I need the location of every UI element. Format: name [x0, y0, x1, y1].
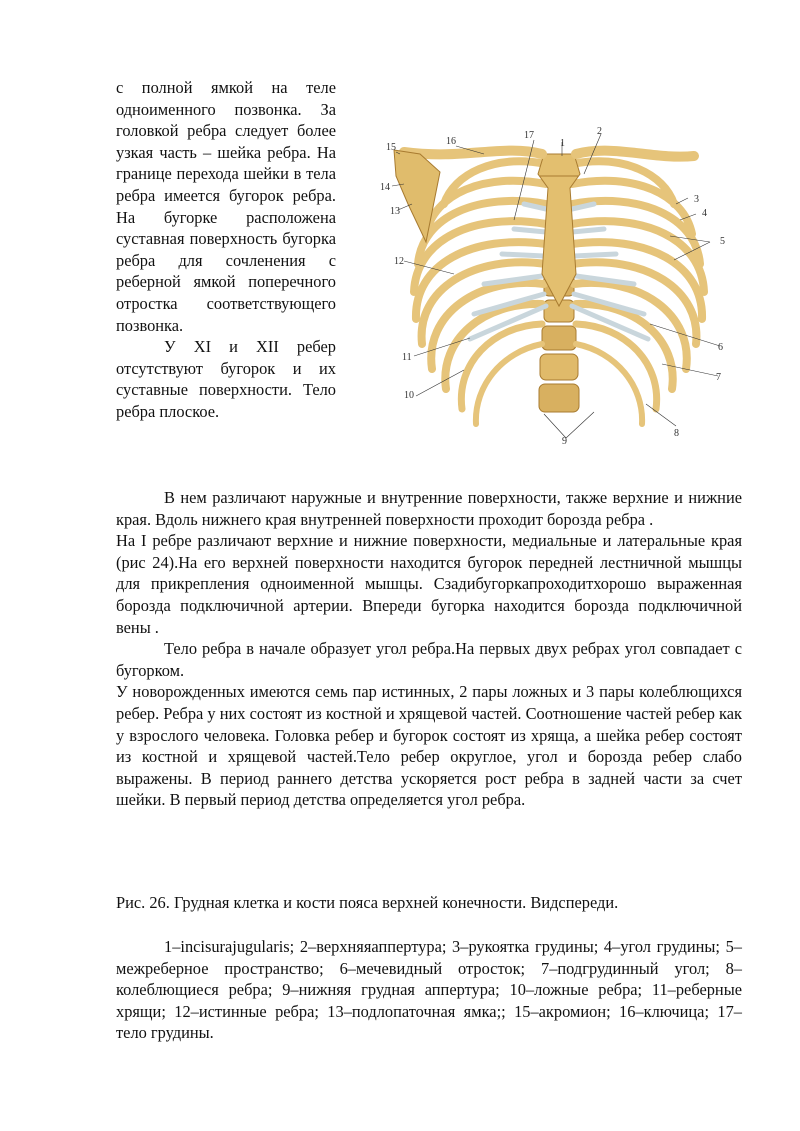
figure-label-5: 5 [720, 236, 725, 247]
figure-label-15: 15 [386, 142, 396, 153]
ribs-right [572, 161, 704, 424]
figure-legend: 1–incisurajugularis; 2–верхняяаппертура; 3–рукоятка грудины; 4–угол грудины; 5–межреберное пространство; 6–мечевидный отросток; 7–подгрудинный угол; 8– колеблющиеся ребра; 9–нижняя грудная аппертура; 10–ложные ребра; 11–реберные хрящи; 12–истинные ребра; 13–подлопаточная ямка;; 15–акромион; 16–ключица; 17–тело грудины. [116, 937, 742, 1043]
figure-label-8: 8 [674, 428, 679, 439]
figure-label-17: 17 [524, 130, 534, 141]
figure-label-12: 12 [394, 256, 404, 267]
left-paragraph-1: с полной ямкой на теле одноименного позвонка. За головкой ребра следует более узкая часть – шейка ребра. На границе перехода шейки в тела ребра имеется бугорок ребра. На бугорке расположена суставная поверхность бугорка ребра для сочленения с реберной ямкой поперечного отростка соответствующего позвонка. [116, 78, 336, 335]
figure-label-2: 2 [597, 126, 602, 137]
figure-label-6: 6 [718, 342, 723, 353]
figure-label-10: 10 [404, 390, 414, 401]
left-text-column [116, 77, 336, 423]
rib-cage-illustration [374, 124, 744, 444]
body-paragraph-3: Тело ребра в начале образует угол ребра.На первых двух ребрах угол совпадает с бугорком. [116, 639, 742, 680]
left-paragraph-2: У XI и XII ребер отсутствуют бугорок и их суставные поверхности. Тело ребра плоское. [116, 337, 336, 421]
body-paragraph-1: В нем различают наружные и внутренние поверхности, также верхние и нижние края. Вдоль нижнего края внутренней поверхности проходит борозда ребра . [116, 488, 742, 529]
figure-label-9: 9 [562, 436, 567, 444]
figure-label-4: 4 [702, 208, 707, 219]
figure-label-16: 16 [446, 136, 456, 147]
main-text [116, 487, 742, 811]
body-paragraph-4: У новорожденных имеются семь пар истинных, 2 пары ложных и 3 пары колеблющихся ребер. Ребра у них состоят из костной и хрящевой частей. Соотношение частей ребер как у взрослого человека. Головка ребер и бугорок состоят из хряща, а шейка ребер состоят из костной и хрящевой частей.Тело ребер округлое, угол и борозда ребер слабо выражены. В период раннего детства ускоряется рост ребра в задней части за счет шейки. В первый период детства определяется угол ребра. [116, 682, 742, 810]
figure-label-1: 1 [560, 138, 565, 149]
figure-label-13: 13 [390, 206, 400, 217]
figure-label-7: 7 [716, 372, 721, 383]
figure-label-3: 3 [694, 194, 699, 205]
figure-label-11: 11 [402, 352, 412, 363]
body-paragraph-2: На I ребре различают верхние и нижние поверхности, медиальные и латеральные края (рис 24).На его верхней поверхности находится бугорок передней лестничной мышцы для прикрепления одноименной мышцы. Сзадибугоркапроходитхорошо выраженная борозда подключичной артерии. Впереди бугорка находится борозда подключичной вены . [116, 531, 742, 637]
rib-cage-figure [374, 124, 744, 444]
figure-label-14: 14 [380, 182, 390, 193]
figure-caption: Рис. 26. Грудная клетка и кости пояса верхней конечности. Видспереди. [116, 893, 619, 912]
